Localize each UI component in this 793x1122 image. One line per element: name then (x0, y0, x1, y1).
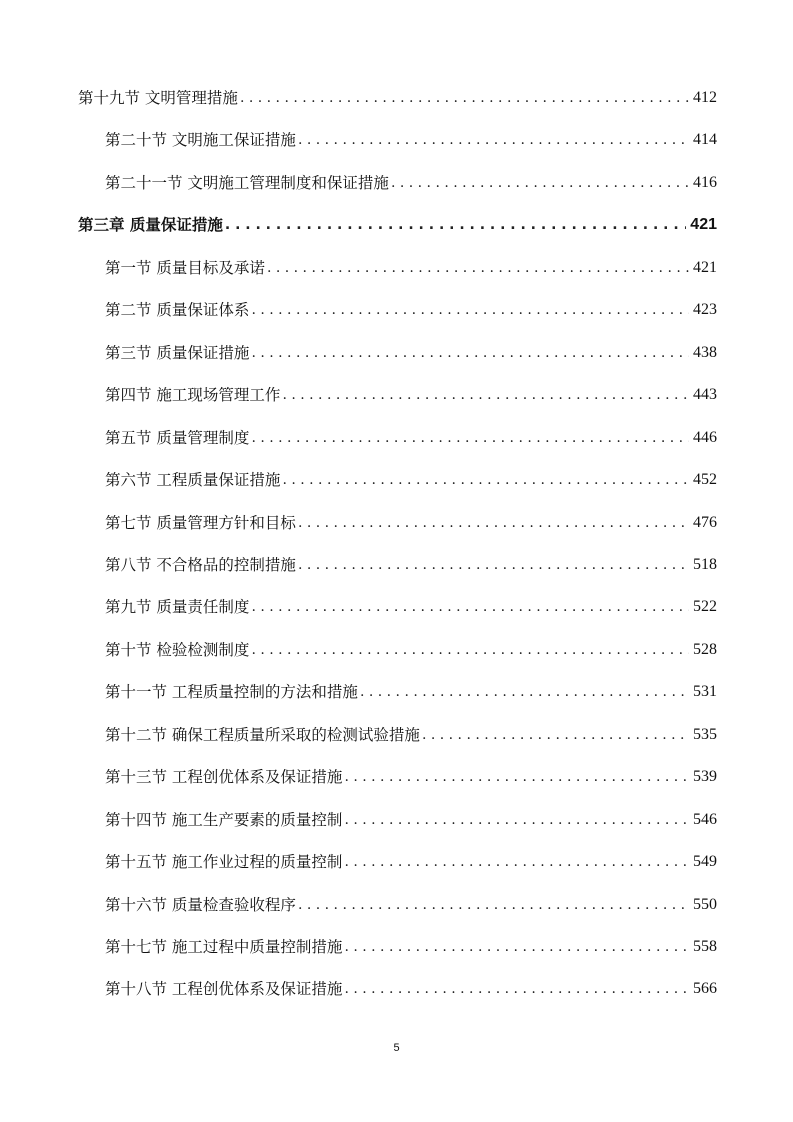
page-number: 5 (393, 1042, 400, 1054)
dot-leader (267, 256, 689, 280)
toc-entry-page: 438 (693, 343, 717, 361)
toc-chapter-entry[interactable] (78, 213, 717, 237)
dot-leader (251, 298, 689, 322)
toc-entry-page: 549 (693, 853, 717, 871)
toc-entry-title: 第十六节 质量检查验收程序 (105, 895, 296, 914)
toc-section-entry[interactable] (105, 468, 717, 492)
toc-entry-title: 第一节 质量目标及承诺 (105, 258, 265, 277)
dot-leader (422, 723, 689, 747)
toc-section-entry[interactable] (105, 553, 717, 577)
toc-section-entry[interactable] (105, 723, 717, 747)
toc-entry-title: 第十四节 施工生产要素的质量控制 (105, 810, 343, 829)
toc-entry-title: 第二十节 文明施工保证措施 (105, 131, 296, 150)
toc-section-entry[interactable] (105, 171, 717, 195)
toc-entry-title: 第三章 质量保证措施 (78, 216, 223, 235)
dot-leader (225, 213, 686, 237)
dot-leader (251, 341, 689, 365)
toc-section-entry[interactable] (105, 765, 717, 789)
toc-entry-title: 第十一节 工程质量控制的方法和措施 (105, 683, 358, 702)
toc-entry-title: 第二十一节 文明施工管理制度和保证措施 (105, 173, 389, 192)
dot-leader (344, 850, 689, 874)
toc-section-entry[interactable] (105, 383, 717, 407)
toc-section-entry[interactable] (105, 893, 717, 917)
toc-entry-title: 第十节 检验检测制度 (105, 640, 250, 659)
toc-entry-title: 第三节 质量保证措施 (105, 343, 250, 362)
dot-leader (344, 765, 689, 789)
toc-entry-page: 452 (693, 471, 717, 489)
toc-entry-page: 423 (693, 301, 717, 319)
toc-entry-page: 522 (693, 598, 717, 616)
dot-leader (360, 680, 689, 704)
toc-entry-page: 518 (693, 555, 717, 573)
toc-entry-title: 第四节 施工现场管理工作 (105, 386, 281, 405)
toc-section-entry[interactable] (105, 426, 717, 450)
dot-leader (344, 977, 689, 1001)
toc-section-entry[interactable] (105, 977, 717, 1001)
toc-entry-page: 558 (693, 938, 717, 955)
dot-leader (251, 595, 689, 619)
dot-leader (251, 426, 689, 450)
toc-section-entry[interactable] (105, 511, 717, 535)
toc-section-entry[interactable] (105, 128, 717, 152)
toc-entry-title: 第十八节 工程创优体系及保证措施 (105, 980, 343, 999)
toc-entry-page: 476 (693, 513, 717, 531)
dot-leader (344, 808, 689, 832)
toc-entry-page: 414 (693, 131, 717, 149)
dot-leader (298, 553, 689, 577)
toc-entry-title: 第十七节 施工过程中质量控制措施 (105, 938, 343, 956)
toc-entry-page: 550 (693, 895, 717, 913)
dot-leader (240, 86, 689, 110)
toc-entry-title: 第十三节 工程创优体系及保证措施 (105, 768, 343, 787)
toc-section-entry[interactable] (105, 298, 717, 322)
dot-leader (298, 893, 689, 917)
toc-section-entry[interactable] (105, 256, 717, 280)
toc-entry-title: 第二节 质量保证体系 (105, 301, 250, 320)
dot-leader (282, 468, 689, 492)
toc-entry-page: 539 (693, 768, 717, 786)
toc-section-entry[interactable] (78, 86, 717, 110)
toc-entry-page: 443 (693, 386, 717, 404)
toc-entry-title: 第五节 质量管理制度 (105, 428, 250, 447)
toc-entry-title: 第十九节 文明管理措施 (78, 89, 238, 107)
dot-leader (251, 638, 689, 662)
dot-leader (282, 383, 689, 407)
toc-entry-title: 第十二节 确保工程质量所采取的检测试验措施 (105, 725, 420, 744)
toc-entry-page: 531 (693, 683, 717, 701)
toc-section-entry[interactable] (105, 808, 717, 832)
toc-section-entry[interactable] (105, 680, 717, 704)
toc-section-entry[interactable] (105, 638, 717, 662)
toc-entry-page: 528 (693, 640, 717, 658)
toc-entry-title: 第十五节 施工作业过程的质量控制 (105, 853, 343, 872)
dot-leader (298, 128, 689, 152)
toc-section-entry[interactable] (105, 850, 717, 874)
dot-leader (344, 935, 689, 959)
dot-leader (298, 511, 689, 535)
toc-entry-page: 421 (693, 258, 717, 276)
toc-entry-page: 535 (693, 725, 717, 743)
toc-entry-title: 第六节 工程质量保证措施 (105, 471, 281, 490)
toc-entry-page: 412 (693, 89, 717, 106)
toc-entry-title: 第九节 质量责任制度 (105, 598, 250, 617)
toc-entry-title: 第七节 质量管理方针和目标 (105, 513, 296, 532)
toc-entry-page: 546 (693, 810, 717, 828)
toc-entry-page: 446 (693, 428, 717, 446)
toc-entry-title: 第八节 不合格品的控制措施 (105, 555, 296, 574)
toc-entry-page: 416 (693, 173, 717, 191)
toc-section-entry[interactable] (105, 595, 717, 619)
dot-leader (391, 171, 689, 195)
toc-entry-page: 566 (693, 980, 717, 998)
toc-section-entry[interactable] (105, 935, 717, 959)
toc-section-entry[interactable] (105, 341, 717, 365)
toc-entry-page: 421 (690, 216, 717, 234)
